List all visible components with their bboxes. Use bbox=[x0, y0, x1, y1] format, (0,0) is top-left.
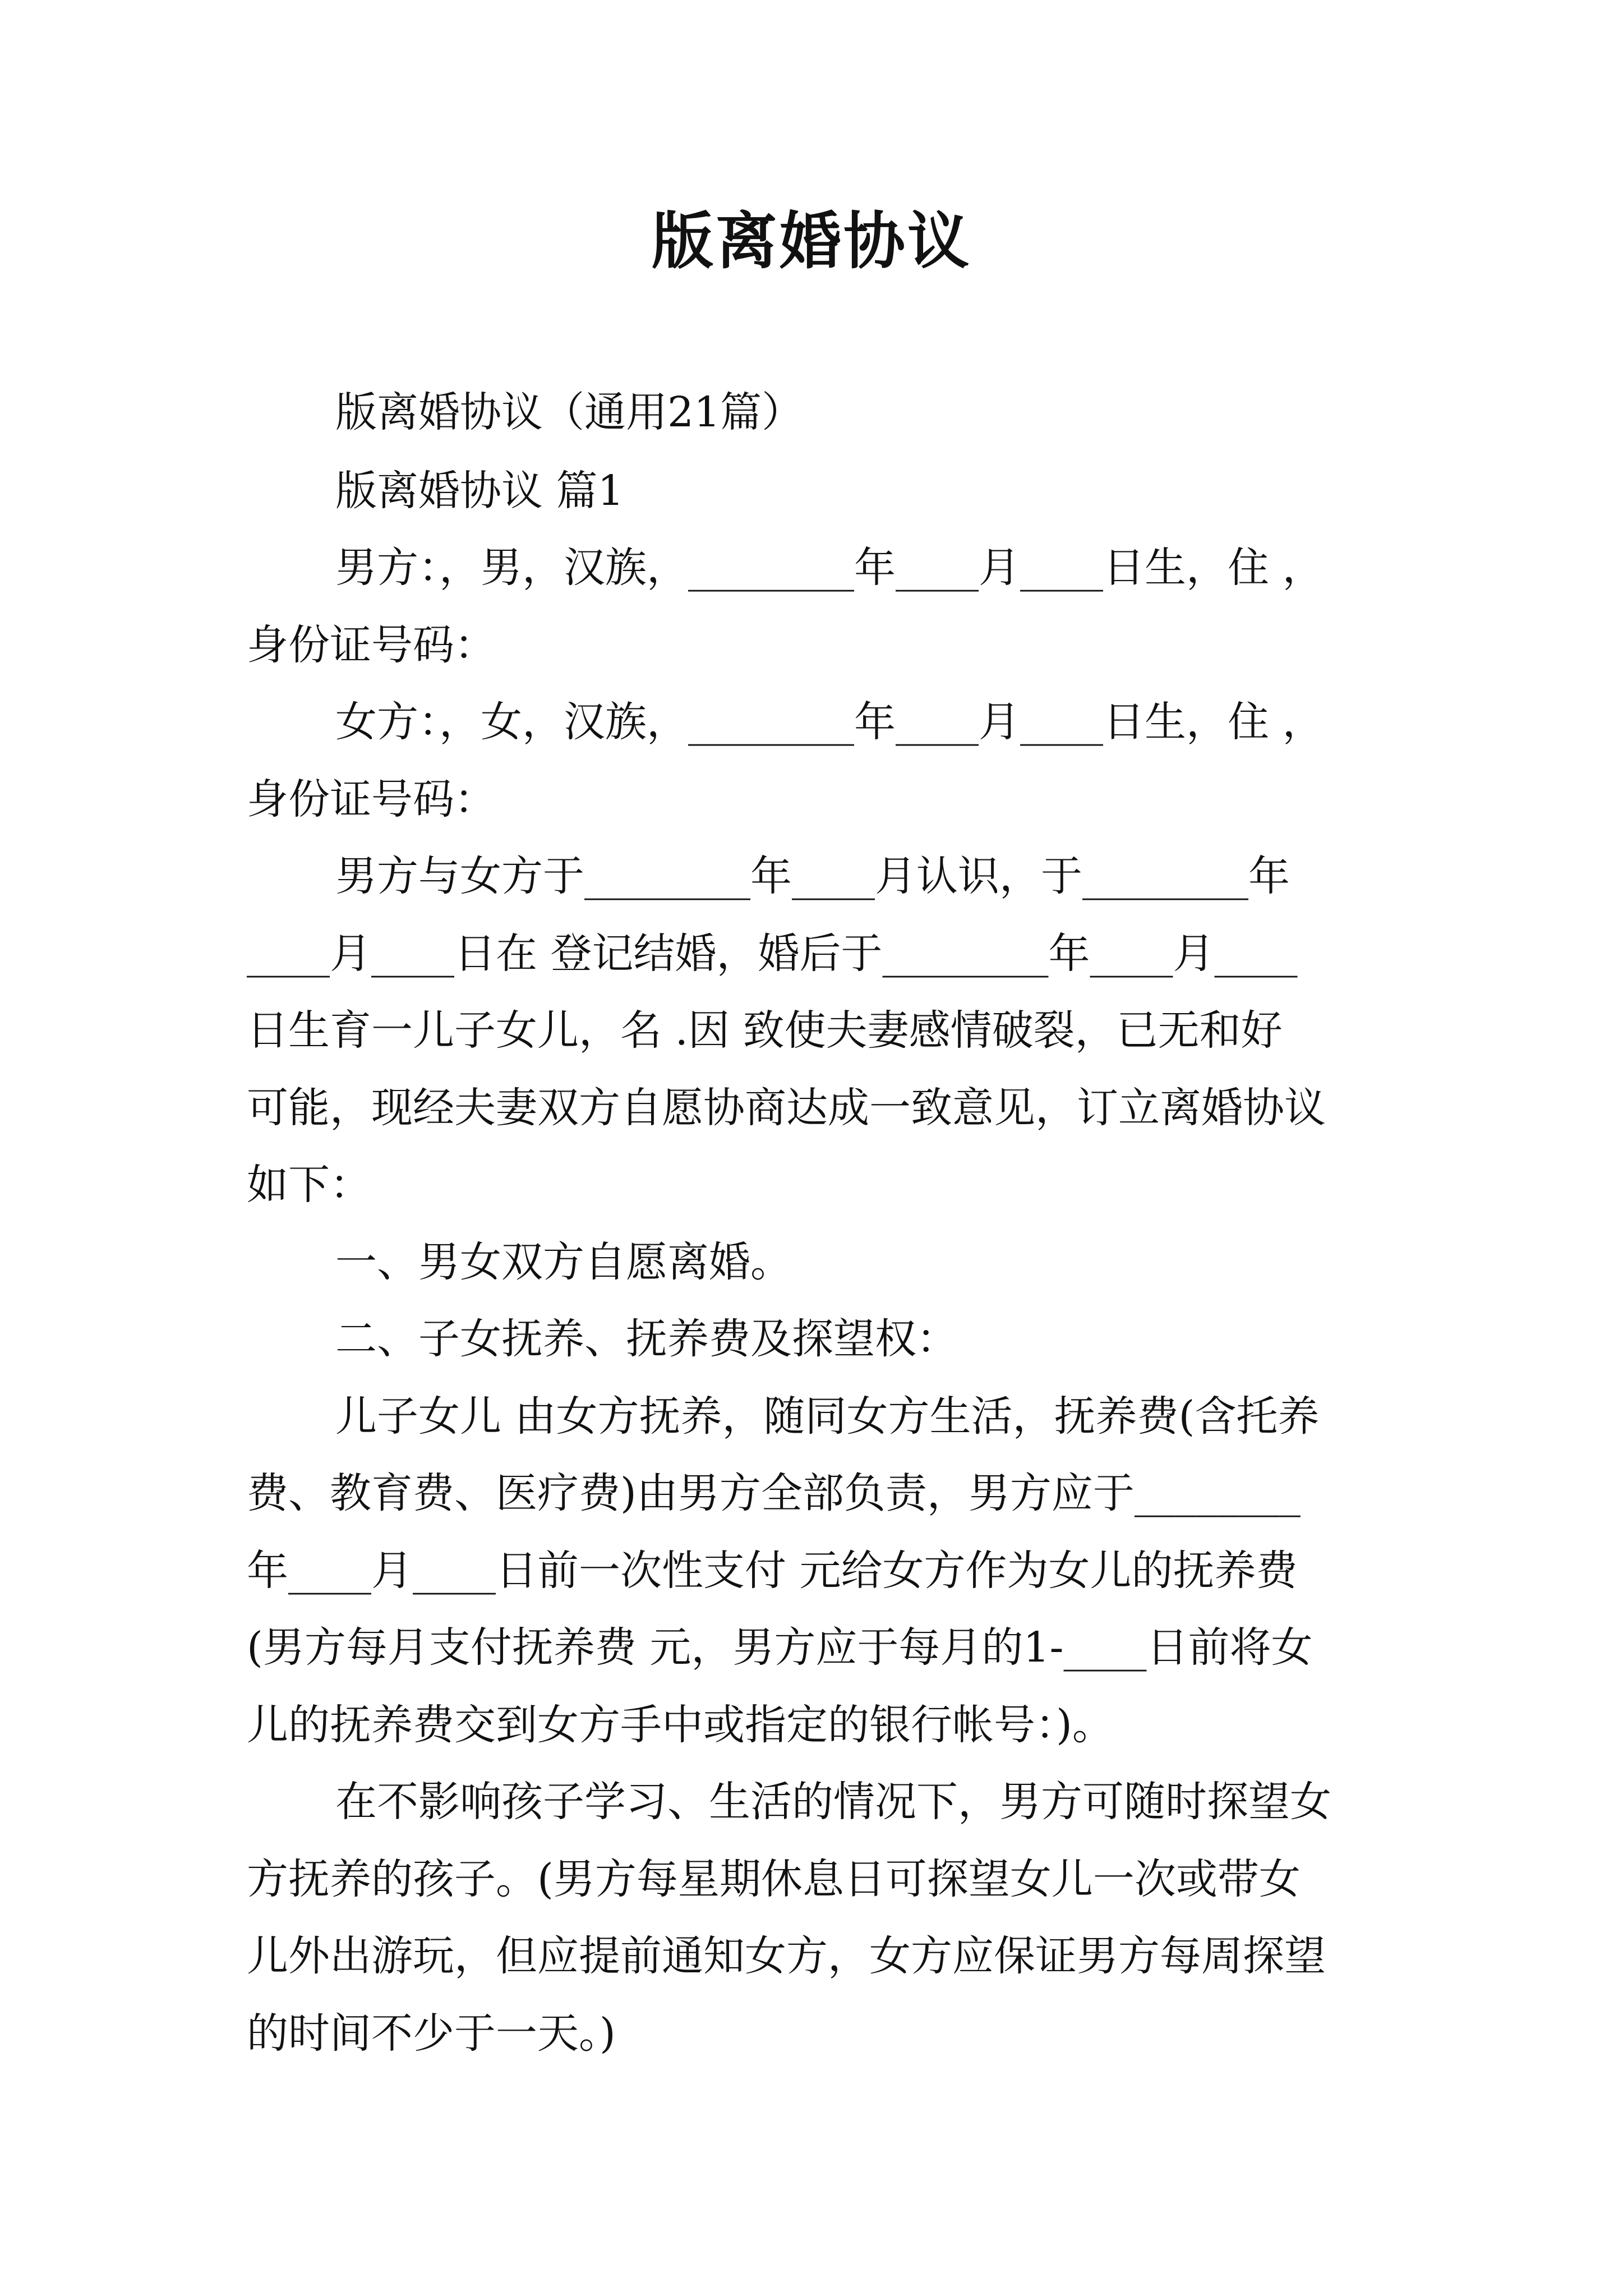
paragraph-line: 在不影响孩子学习、生活的情况下，男方可随时探望女 bbox=[335, 1778, 1331, 1826]
paragraph-line: 男方与女方于________年____月认识，于________年 bbox=[335, 852, 1290, 900]
paragraph-line: 方抚养的孩子。(男方每星期休息日可探望女儿一次或带女 bbox=[247, 1855, 1301, 1903]
paragraph-line: 年____月____日前一次性支付 元给女方作为女儿的抚养费 bbox=[247, 1547, 1298, 1595]
subtitle-line: 版离婚协议（通用21篇） bbox=[335, 388, 804, 436]
paragraph-line: 身份证号码： bbox=[247, 775, 496, 823]
paragraph-line: (男方每月支付抚养费 元，男方应于每月的1-____日前将女 bbox=[247, 1623, 1313, 1672]
paragraph-line: 儿子女儿 由女方抚养，随同女方生活，抚养费(含托养 bbox=[335, 1392, 1320, 1441]
paragraph-line: ____月____日在 登记结婚，婚后于________年____月____ bbox=[247, 930, 1298, 978]
paragraph-line: 的时间不少于一天。) bbox=[247, 2009, 616, 2058]
section-heading: 版离婚协议 篇1 bbox=[335, 467, 624, 515]
clause-heading: 二、子女抚养、抚养费及探望权： bbox=[335, 1315, 958, 1363]
paragraph-line: 儿外出游玩，但应提前通知女方，女方应保证男方每周探望 bbox=[247, 1932, 1326, 1980]
clause-heading: 一、男女双方自愿离婚。 bbox=[335, 1238, 792, 1286]
paragraph-line: 如下： bbox=[247, 1161, 371, 1209]
document-title: 版离婚协议 bbox=[652, 205, 971, 277]
paragraph-line: 费、教育费、医疗费)由男方全部负责，男方应于________ bbox=[247, 1469, 1301, 1517]
paragraph-line: 身份证号码： bbox=[247, 621, 496, 669]
paragraph-line: 可能，现经夫妻双方自愿协商达成一致意见，订立离婚协议 bbox=[247, 1084, 1326, 1132]
paragraph-line: 儿的抚养费交到女方手中或指定的银行帐号：)。 bbox=[247, 1701, 1114, 1749]
paragraph-line: 女方：，女，汉族，________年____月____日生，住 ， bbox=[335, 698, 1324, 746]
paragraph-line: 日生育一儿子女儿，名 .因 致使夫妻感情破裂，已无和好 bbox=[247, 1006, 1283, 1055]
paragraph-line: 男方：，男，汉族，________年____月____日生，住 ， bbox=[335, 544, 1324, 592]
